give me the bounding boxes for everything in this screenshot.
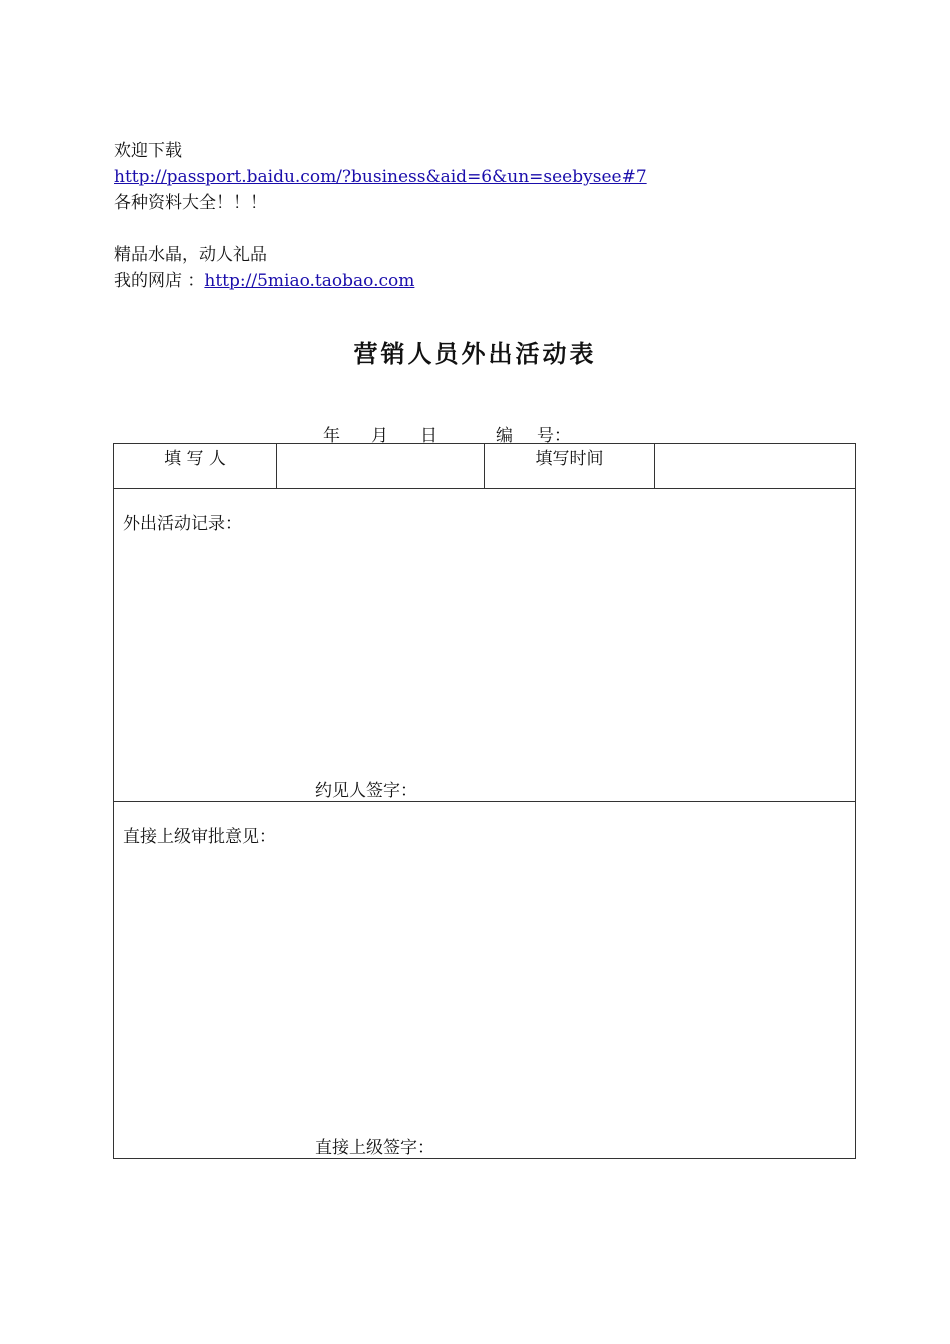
filler-label: 填 写 人 — [114, 444, 277, 489]
crystal-gift-text: 精品水晶，动人礼品 — [114, 245, 267, 265]
form-title: 营销人员外出活动表 — [353, 340, 597, 368]
supervisor-opinion-cell[interactable] — [114, 802, 856, 1159]
day-label: 日 — [420, 426, 437, 446]
fill-time-label: 填写时间 — [485, 444, 655, 489]
supervisor-signature-label: 直接上级签字： — [315, 1138, 434, 1158]
baidu-passport-link[interactable]: http://passport.baidu.com/?business&aid=6&un=seebysee#7 — [114, 167, 647, 187]
supervisor-opinion-row — [114, 802, 856, 1159]
welcome-text: 欢迎下载 — [114, 141, 182, 161]
activity-record-label: 外出活动记录： — [123, 514, 242, 534]
supervisor-opinion-label: 直接上级审批意见： — [123, 827, 276, 847]
month-label: 月 — [371, 426, 388, 446]
year-label: 年 — [323, 426, 340, 446]
activity-record-cell[interactable] — [114, 489, 856, 802]
header-row — [114, 444, 856, 489]
activity-record-row — [114, 489, 856, 802]
taobao-shop-link[interactable]: http://5miao.taobao.com — [204, 271, 415, 291]
number-label: 编 — [496, 426, 513, 446]
shop-line — [114, 271, 414, 291]
filler-input-cell[interactable] — [277, 444, 485, 489]
activity-form-table — [113, 443, 856, 1159]
all-materials-text: 各种资料大全！！！ — [114, 193, 267, 213]
shop-prefix: 我的网店 ： — [114, 271, 205, 291]
fill-time-input-cell[interactable] — [655, 444, 856, 489]
number-label-2: 号： — [537, 426, 571, 446]
appointee-signature-label: 约见人签字： — [315, 781, 417, 801]
